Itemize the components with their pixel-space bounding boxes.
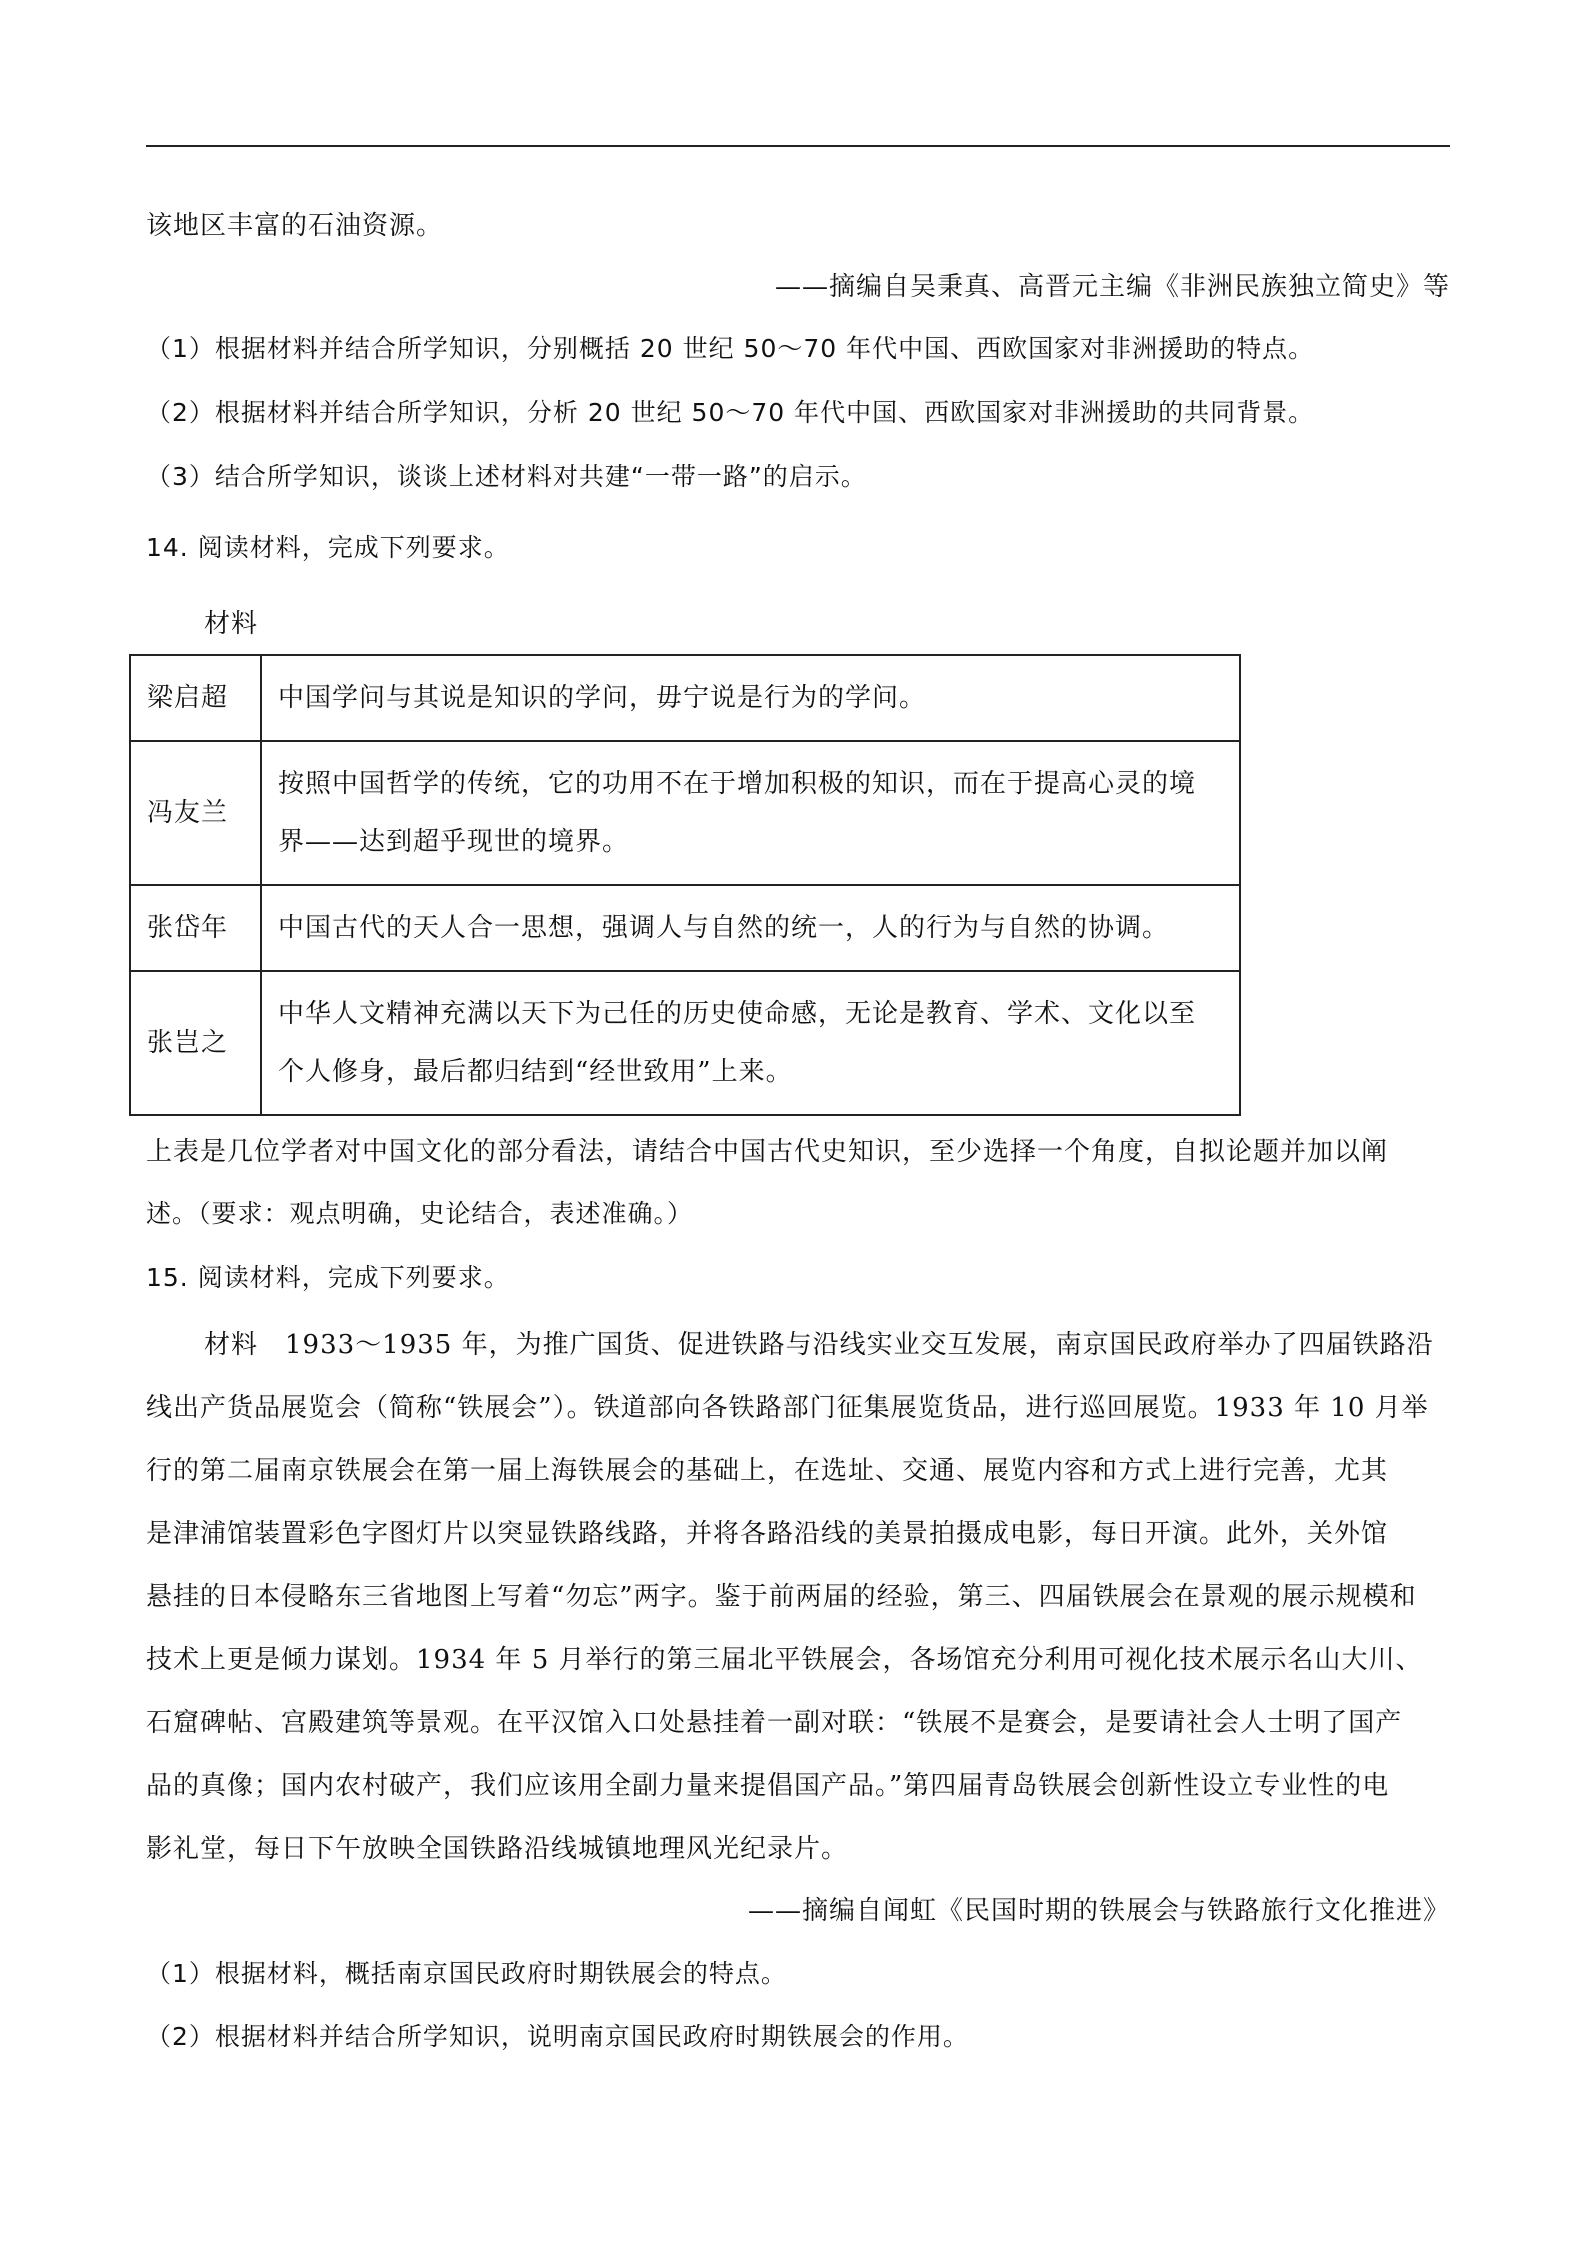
q14-prompt-line-1: 上表是几位学者对中国文化的部分看法，请结合中国古代史知识，至少选择一个角度，自拟论题并加以阐 [146, 1137, 1389, 1167]
table-row [130, 971, 1240, 1115]
q15-material-line: 行的第二届南京铁展会在第一届上海铁展会的基础上，在选址、交通、展览内容和方式上进行完善，尤其 [146, 1456, 1389, 1486]
table-row [130, 655, 1240, 741]
view-line: 个人修身，最后都归结到“经世致用”上来。 [278, 1057, 793, 1087]
scholar-name: 张岂之 [130, 971, 261, 1115]
scholar-view [261, 741, 1240, 885]
view-line: 中国学问与其说是知识的学问，毋宁说是行为的学问。 [278, 683, 927, 713]
q15-material-line: 是津浦馆装置彩色字图灯片以突显铁路线路，并将各路沿线的美景拍摄成电影，每日开演。此外，关外馆 [146, 1519, 1389, 1549]
view-line: 中国古代的天人合一思想，强调人与自然的统一，人的行为与自然的协调。 [278, 913, 1170, 943]
table-row [130, 885, 1240, 971]
q15-material-line: 影礼堂，每日下午放映全国铁路沿线城镇地理风光纪录片。 [146, 1834, 849, 1864]
carryover-text: 该地区丰富的石油资源。 [146, 211, 444, 241]
scholar-view [261, 885, 1240, 971]
q14-prompt-line-2: 述。（要求：观点明确，史论结合，表述准确。） [146, 1199, 694, 1228]
q15-source: ——摘编自闻虹《民国时期的铁展会与铁路旅行文化推进》 [747, 1896, 1450, 1926]
carryover-question-3: （3）结合所学知识，谈谈上述材料对共建“一带一路”的启示。 [146, 462, 867, 491]
view-line: 中华人文精神充满以天下为己任的历史使命感，无论是教育、学术、文化以至 [278, 999, 1197, 1029]
scholar-view [261, 655, 1240, 741]
q15-question-2: （2）根据材料并结合所学知识，说明南京国民政府时期铁展会的作用。 [146, 2022, 969, 2051]
scholar-name: 冯友兰 [130, 741, 261, 885]
carryover-question-1: （1）根据材料并结合所学知识，分别概括 20 世纪 50～70 年代中国、西欧国家对非洲援助的特点。 [146, 334, 1315, 363]
carryover-question-2: （2）根据材料并结合所学知识，分析 20 世纪 50～70 年代中国、西欧国家对非洲援助的共同背景。 [146, 398, 1315, 427]
header-rule [146, 145, 1450, 147]
q15-material-line: 石窟碑帖、宫殿建筑等景观。在平汉馆入口处悬挂着一副对联：“铁展不是赛会，是要请社会人士明了国产 [146, 1708, 1403, 1738]
q15-title: 15. 阅读材料，完成下列要求。 [146, 1263, 510, 1292]
scholar-view [261, 971, 1240, 1115]
table-row [130, 741, 1240, 885]
q15-material-line: 品的真像；国内农村破产，我们应该用全副力量来提倡国产品。”第四届青岛铁展会创新性设立专业性的电 [146, 1771, 1390, 1801]
q14-title: 14. 阅读材料，完成下列要求。 [146, 533, 510, 562]
scholar-name: 张岱年 [130, 885, 261, 971]
q15-material-line: 材料 1933～1935 年，为推广国货、促进铁路与沿线实业交互发展，南京国民政府举办了四届铁路沿 [204, 1330, 1434, 1360]
scholar-name: 梁启超 [130, 655, 261, 741]
q15-material-line: 技术上更是倾力谋划。1934 年 5 月举行的第三届北平铁展会，各场馆充分利用可视化技术展示名山大川、 [146, 1645, 1423, 1675]
carryover-source: ——摘编自吴秉真、高晋元主编《非洲民族独立简史》等 [774, 272, 1450, 302]
q14-material-label: 材料 [204, 609, 259, 639]
view-line: 界——达到超乎现世的境界。 [278, 827, 630, 857]
q15-material-line: 悬挂的日本侵略东三省地图上写着“勿忘”两字。鉴于前两届的经验，第三、四届铁展会在景观的展示规模和 [146, 1582, 1417, 1612]
scholar-views-table [129, 654, 1241, 1116]
q15-material-line: 线出产货品展览会（简称“铁展会”）。铁道部向各铁路部门征集展览货品，进行巡回展览。1933 年 10 月举 [146, 1393, 1429, 1423]
q15-question-1: （1）根据材料，概括南京国民政府时期铁展会的特点。 [146, 1959, 787, 1988]
view-line: 按照中国哲学的传统，它的功用不在于增加积极的知识，而在于提高心灵的境 [278, 769, 1197, 799]
